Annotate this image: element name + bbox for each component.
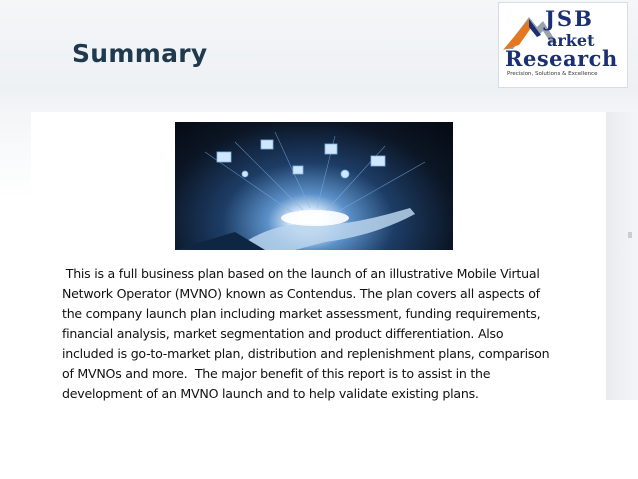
summary-line: development of an MVNO launch and to help validate existing plans. — [62, 386, 479, 401]
page-title: Summary — [72, 39, 208, 68]
summary-line: Network Operator (MVNO) known as Contendus. The plan covers all aspects of — [62, 286, 540, 301]
right-edge-shade — [606, 112, 638, 400]
logo-line-jsb: JSB — [545, 6, 594, 31]
summary-line: This is a full business plan based on the launch of an illustrative Mobile Virtual — [62, 266, 540, 281]
summary-line: financial analysis, market segmentation and product differentiation. Also — [62, 326, 504, 341]
summary-line: included is go-to-market plan, distribution and replenishment plans, comparison — [62, 346, 550, 361]
summary-paragraph — [62, 264, 602, 404]
logo-line-market: arket — [547, 31, 595, 50]
logo-line-research: Research — [505, 46, 618, 71]
summary-line: the company launch plan including market assessment, funding requirements, — [62, 306, 541, 321]
summary-line: of MVNOs and more. The major benefit of this report is to assist in the — [62, 366, 491, 381]
logo-tagline: Precision, Solutions & Excellence — [507, 71, 598, 77]
hero-image — [175, 122, 453, 250]
company-logo — [498, 2, 628, 88]
